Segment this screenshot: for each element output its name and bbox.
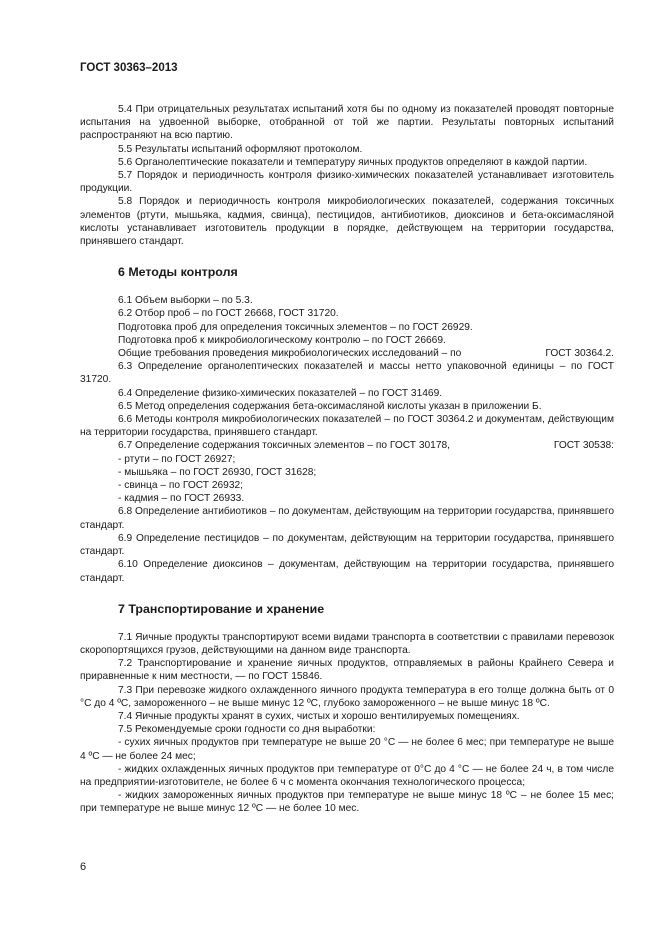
toxic-elements-ref: ГОСТ 30538: [553, 440, 614, 452]
list-item-lead: - свинца – по ГОСТ 26932; [118, 480, 243, 492]
paragraph-6-9: 6.9 Определение пестицидов – по документам, действующим на территории государства, принявшего стандарт. [80, 532, 614, 558]
body-text [80, 103, 614, 816]
paragraph-7-5: 7.5 Рекомендуемые сроки годности со дня выработки: [118, 724, 376, 736]
paragraph-7-4: 7.4 Яичные продукты хранят в сухих, чистых и хорошо вентилируемых помещениях. [118, 710, 520, 722]
section-heading-6: 6 Методы контроля [118, 265, 238, 280]
paragraph-6-5: 6.5 Метод определения содержания бета-оксимасляной кислоты указан в приложении Б. [118, 400, 542, 412]
general-req-ref: ГОСТ 30364.2. [545, 348, 614, 360]
paragraph-6-7 [80, 439, 614, 452]
list-item-dry: - сухих яичных продуктов при температуре не выше 20 °С — не более 6 мес; при температуре не выше 4 ºС — не более 24 мес; [80, 737, 614, 762]
document-header: ГОСТ 30363–2013 [80, 62, 178, 74]
section-heading-7: 7 Транспортирование и хранение [118, 601, 325, 616]
paragraph-6-4: 6.4 Определение физико-химических показателей – по ГОСТ 31469. [118, 387, 443, 399]
paragraph-6-2-toxic: Подготовка проб для определения токсичных элементов – по ГОСТ 26929. [118, 321, 473, 333]
paragraph-7-2: 7.2 Транспортирование и хранение яичных продуктов, отправляемых в районы Крайнего Севера и приравненные к ним местности, — по ГОСТ 15846. [80, 658, 614, 683]
list-item-chilled: - жидких охлажденных яичных продуктов при температуре от 0°С до 4 °С — не более 24 ч, в том числе на предприятии-изготовителе, не более 6 ч с момента окончания технологического процесса; [80, 763, 614, 788]
toxic-elements-text: 6.7 Определение содержания токсичных элементов – по ГОСТ 30178, [118, 440, 451, 452]
paragraph-5-4: 5.4 При отрицательных результатах испытаний хотя бы по одному из показателей проводят повторные испытания на удвоенной выборке, отобранной от той же партии. Результаты повторных испытаний распространяют на всю партию. [80, 104, 614, 142]
paragraph-6-6: 6.6 Методы контроля микробиологических показателей – по ГОСТ 30364.2 и документам, действующим на территории государства, принявшего стандарт. [80, 414, 614, 439]
list-item-arsenic: - мышьяка – по ГОСТ 26930, ГОСТ 31628; [118, 466, 317, 478]
paragraph-5-6: 5.6 Органолептические показатели и температуру яичных продуктов определяют в каждой партии. [118, 156, 588, 168]
paragraph-6-2: 6.2 Отбор проб – по ГОСТ 26668, ГОСТ 31720. [118, 308, 339, 320]
paragraph-6-2-general [80, 347, 614, 360]
paragraph-7-1: 7.1 Яичные продукты транспортируют всеми видами транспорта в соответствии с правилами перевозок скоропортящихся грузов, действующими на данном виде транспорта. [80, 631, 614, 656]
paragraph-5-8: 5.8 Порядок и периодичность контроля микробиологических показателей, содержания токсичных элементов (ртути, мышьяка, кадмия, свинца), пестицидов, антибиотиков, диоксинов и бета-оксимасляной кислоты устанавливает изготовитель продукции в порядке, действующем на территории государства, принявшего стандарт. [80, 196, 614, 248]
paragraph-6-10: 6.10 Определение диоксинов – документам, действующим на территории государства, принявшего стандарт. [80, 559, 614, 584]
list-item-frozen: - жидких замороженных яичных продуктов при температуре не выше минус 18 ºС – не более 15 мес; при температуре не выше минус 12 ºС — не более 10 мес. [80, 790, 614, 815]
paragraph-6-1: 6.1 Объем выборки – по 5.3. [118, 295, 253, 307]
paragraph-6-3: 6.3 Определение органолептических показателей и массы нетто упаковочной единицы – по ГОСТ 31720. [80, 361, 614, 386]
paragraph-6-8: 6.8 Определение антибиотиков – по документам, действующим на территории государства, принявшего стандарт. [80, 506, 614, 531]
paragraph-7-3: 7.3 При перевозке жидкого охлажденного яичного продукта температура в его толще должна быть от 0 °С до 4 ºС, замороженного – не выше минус 12 ºС, глубоко замороженного – не выше минус 18 ºС. [80, 684, 614, 709]
general-req-text: Общие требования проведения микробиологических исследований – по [118, 348, 462, 360]
paragraph-5-5: 5.5 Результаты испытаний оформляют протоколом. [118, 143, 363, 155]
page-number: 6 [80, 861, 87, 873]
paragraph-6-2-micro: Подготовка проб к микробиологическому контролю – по ГОСТ 26669. [118, 334, 446, 346]
list-item-mercury: - ртути – по ГОСТ 26927; [118, 453, 236, 465]
paragraph-5-7: 5.7 Порядок и периодичность контроля физико-химических показателей устанавливает изготовитель продукции. [80, 170, 614, 195]
list-item-cadmium: - кадмия – по ГОСТ 26933. [118, 493, 245, 505]
